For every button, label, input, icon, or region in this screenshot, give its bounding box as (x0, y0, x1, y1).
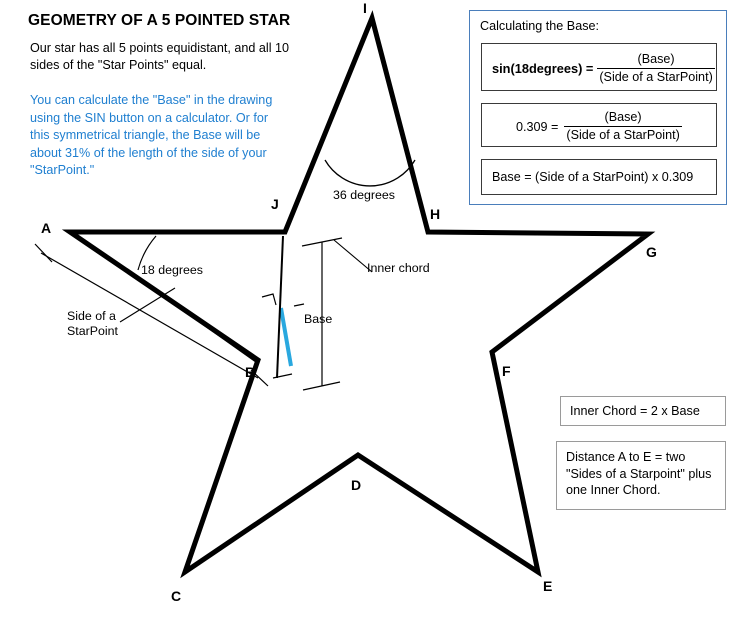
equation-box-sin (481, 43, 717, 91)
vertex-label-j: J (271, 196, 279, 212)
equation-decimal-numerator: (Base) (564, 110, 681, 127)
inner-chord-fact-box: Inner Chord = 2 x Base (560, 396, 726, 426)
angle-line-ab (78, 236, 256, 362)
equation-decimal-lhs: 0.309 = (516, 119, 559, 134)
equation-base: Base = (Side of a StarPoint) x 0.309 (492, 170, 694, 184)
equation-sin-denominator: (Side of a StarPoint) (599, 70, 713, 84)
vertex-label-g: G (646, 244, 657, 260)
equation-sin (492, 52, 715, 85)
inner-chord-label: Inner chord (367, 261, 430, 275)
equation-box-decimal (481, 103, 717, 147)
vertex-label-e: E (543, 578, 553, 594)
sin-note-text: You can calculate the "Base" in the drawing using the SIN button on a calculator. Or for this symmetrical triangle, the Base will be about 31% of the length of the side of your "StarPoint." (30, 93, 273, 177)
calculating-the-base-panel (469, 10, 727, 205)
side-measure-tick-start (35, 244, 52, 262)
base-segment (281, 308, 291, 366)
vertex-label-a: A (41, 220, 52, 236)
line-j-b (277, 236, 283, 378)
calc-panel-title: Calculating the Base: (480, 19, 600, 33)
distance-fact-box: Distance A to E = two "Sides of a Starpoint" plus one Inner Chord. (556, 441, 726, 510)
angle-arc-36 (325, 160, 415, 186)
equation-decimal (516, 110, 682, 143)
vertex-label-c: C (171, 588, 182, 604)
intro-text: Our star has all 5 points equidistant, and all 10 sides of the "Star Points" equal. (30, 41, 290, 72)
base-tick-top (294, 304, 304, 306)
side-of-starpoint-label: Side of a StarPoint (67, 309, 118, 338)
equation-sin-lhs: sin(18degrees) = (492, 61, 594, 76)
vertex-label-b: B (245, 364, 256, 380)
equation-sin-numerator: (Base) (597, 52, 714, 69)
right-angle-mark (262, 294, 276, 305)
page-title: GEOMETRY OF A 5 POINTED STAR (28, 12, 291, 29)
equation-decimal-denominator: (Side of a StarPoint) (566, 128, 680, 142)
base-label: Base (304, 312, 333, 326)
equation-decimal-fraction (564, 110, 681, 143)
base-tick-bottom (273, 374, 292, 378)
angle-label-36-degrees: 36 degrees (333, 188, 396, 202)
angle-label-18-degrees: 18 degrees (141, 263, 204, 277)
vertex-label-i: I (363, 0, 367, 16)
vertex-label-h: H (430, 206, 441, 222)
equation-box-base (481, 159, 717, 195)
equation-sin-fraction (597, 52, 714, 85)
vertex-label-d: D (351, 477, 362, 493)
vertex-label-f: F (502, 363, 511, 379)
